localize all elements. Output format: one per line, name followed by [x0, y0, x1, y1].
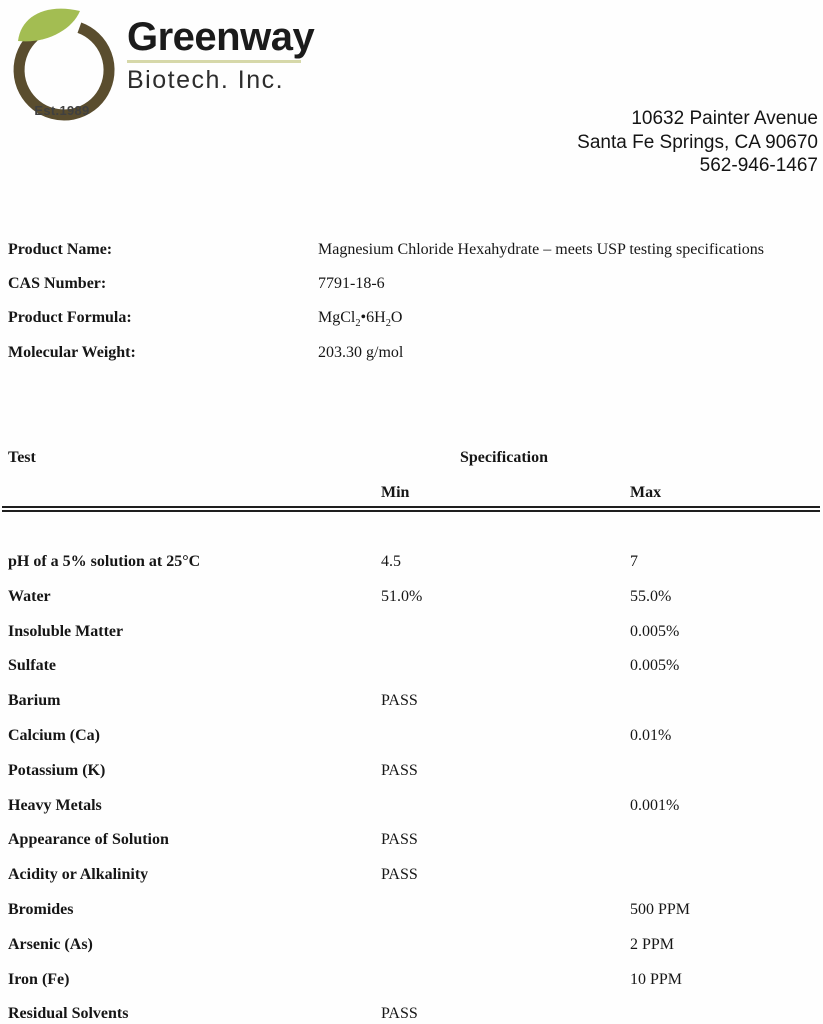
spec-min-value: PASS	[381, 761, 418, 779]
spec-test-name: Iron (Fe)	[8, 970, 70, 988]
spec-test-name: Heavy Metals	[8, 796, 102, 814]
spec-min-value: 4.5	[381, 553, 401, 570]
product-info-row	[8, 309, 764, 343]
spec-table-row	[8, 692, 823, 727]
spec-table-row	[8, 797, 823, 832]
spec-max-value: 500 PPM	[630, 900, 691, 918]
product-info-value: 203.30 g/mol	[318, 343, 404, 361]
column-header-specification: Specification	[460, 449, 548, 466]
spec-table-row	[8, 762, 823, 797]
spec-table-row	[8, 936, 823, 971]
spec-test-name: Calcium (Ca)	[8, 726, 100, 744]
leaf-icon	[18, 9, 80, 42]
spec-table-row	[8, 901, 823, 936]
product-info-label: Product Formula:	[8, 309, 132, 327]
spec-table-row	[8, 588, 823, 623]
established-text: Est.1989	[34, 103, 90, 118]
spec-test-name: Acidity or Alkalinity	[8, 866, 149, 884]
spec-max-value: 0.001%	[630, 796, 680, 814]
column-header-min: Min	[381, 484, 410, 501]
spec-test-name: Appearance of Solution	[8, 831, 169, 849]
brand-subname: Biotech. Inc.	[127, 66, 285, 94]
product-info-row	[8, 241, 764, 275]
spec-max-value: 0.005%	[630, 657, 680, 675]
spec-test-name: Arsenic (As)	[8, 935, 93, 953]
spec-max-value: 0.01%	[630, 726, 672, 744]
spec-table-row	[8, 727, 823, 762]
spec-table-row	[8, 831, 823, 866]
spec-max-value: 0.005%	[630, 622, 680, 640]
spec-max-value: 2 PPM	[630, 935, 675, 953]
spec-table-row	[8, 553, 823, 588]
column-header-test: Test	[8, 449, 36, 466]
product-info-label: CAS Number:	[8, 275, 107, 293]
spec-test-name: Barium	[8, 692, 61, 710]
spec-max-value: 55.0%	[630, 587, 672, 605]
brand-wordmark	[127, 14, 314, 95]
spec-table-body	[8, 553, 823, 1024]
spec-table-row	[8, 971, 823, 1006]
product-info-value: 7791-18-6	[318, 275, 385, 293]
spec-test-name: Water	[8, 587, 51, 605]
product-info-label: Product Name:	[8, 241, 113, 258]
spec-min-value: 51.0%	[381, 587, 423, 605]
spec-test-name: Residual Solvents	[8, 1005, 129, 1023]
address-line2: Santa Fe Springs, CA 90670	[577, 131, 818, 153]
spec-test-name: Insoluble Matter	[8, 622, 124, 640]
spec-min-value: PASS	[381, 692, 418, 710]
address-line1: 10632 Painter Avenue	[631, 108, 818, 129]
address-phone: 562-946-1467	[699, 155, 818, 176]
spec-table-row	[8, 1005, 823, 1024]
product-info-label: Molecular Weight:	[8, 343, 136, 361]
spec-table-row	[8, 623, 823, 658]
brand-logo	[6, 2, 124, 124]
company-address	[577, 107, 818, 178]
spec-min-value: PASS	[381, 1005, 418, 1023]
product-info-value: Magnesium Chloride Hexahydrate – meets USP testing specifications	[318, 241, 764, 258]
product-info-row	[8, 344, 764, 378]
spec-test-name: Sulfate	[8, 657, 56, 675]
spec-test-name: pH of a 5% solution at 25°C	[8, 553, 201, 570]
spec-min-value: PASS	[381, 866, 418, 884]
column-header-max: Max	[630, 484, 662, 501]
product-info-value: $MgCl_2•6H_2O$	[318, 309, 403, 330]
spec-test-name: Bromides	[8, 900, 74, 918]
brand-underline	[127, 60, 301, 63]
spec-max-value: 7	[630, 553, 638, 570]
spec-min-value: PASS	[381, 831, 418, 849]
table-divider	[2, 506, 820, 512]
product-info-row	[8, 275, 764, 309]
spec-table-row	[8, 866, 823, 901]
product-info	[8, 241, 764, 378]
brand-name: Greenway	[127, 15, 315, 59]
spec-table-row	[8, 657, 823, 692]
spec-max-value: 10 PPM	[630, 970, 683, 988]
spec-test-name: Potassium (K)	[8, 761, 106, 779]
